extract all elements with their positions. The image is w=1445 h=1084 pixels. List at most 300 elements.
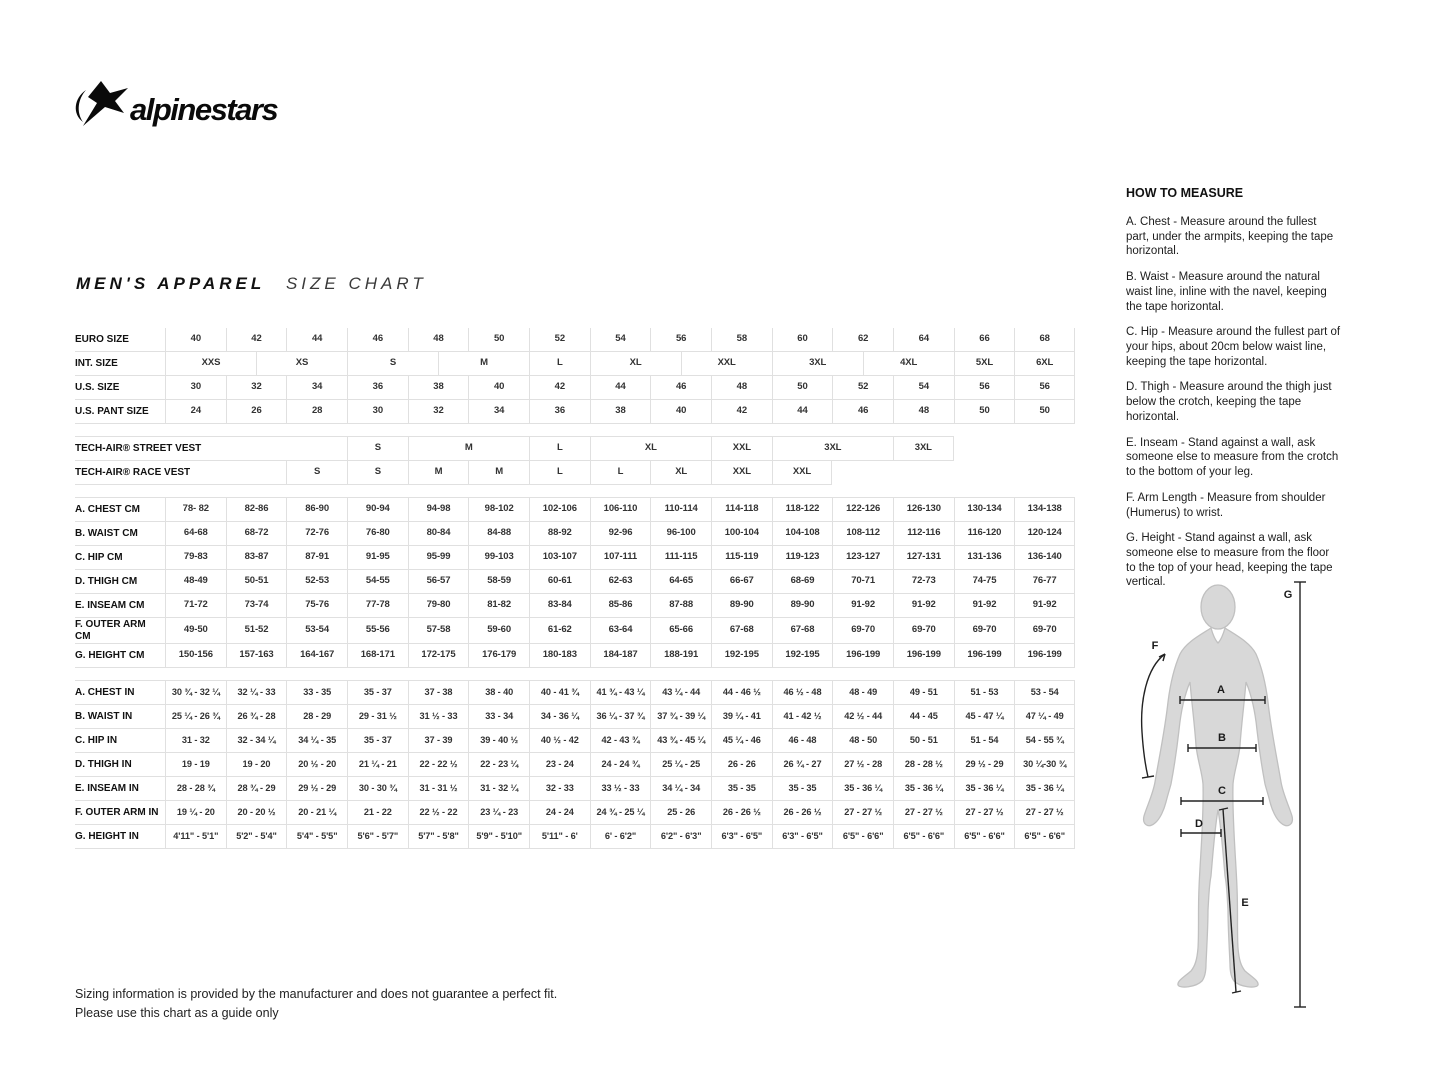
- table-cell: 48-49: [165, 570, 226, 594]
- table-cell: 42 ½ - 44: [832, 705, 893, 729]
- table-cell: 127-131: [893, 546, 954, 570]
- table-section-in: [75, 680, 1075, 849]
- table-cell: 80-84: [408, 522, 469, 546]
- table-cell: 87-88: [650, 594, 711, 618]
- table-row: [75, 376, 1075, 400]
- table-cell: 40: [650, 400, 711, 424]
- table-cell: 32: [408, 400, 469, 424]
- table-cell: 196-199: [954, 644, 1015, 668]
- body-silhouette-figure: [1128, 570, 1380, 1030]
- table-cell: 150-156: [165, 644, 226, 668]
- row-label: C. HIP CM: [75, 546, 165, 570]
- table-cell: 33 - 34: [468, 705, 529, 729]
- table-cell: 85-86: [590, 594, 651, 618]
- table-cell: 119-123: [772, 546, 833, 570]
- table-cell: 81-82: [468, 594, 529, 618]
- table-cell: 19 - 19: [165, 753, 226, 777]
- table-cell: 30 ¼-30 ¾: [1014, 753, 1075, 777]
- table-cell: 90-94: [347, 498, 408, 522]
- table-cell: 35 - 35: [772, 777, 833, 801]
- astar-icon: [83, 81, 128, 126]
- table-cell: 100-104: [711, 522, 772, 546]
- table-cell: 50: [1014, 400, 1075, 424]
- table-cell: 35 - 37: [347, 681, 408, 705]
- row-label: E. INSEAM CM: [75, 594, 165, 618]
- table-cell: 24 ¾ - 25 ¼: [590, 801, 651, 825]
- table-row: [75, 618, 1075, 644]
- table-cell: 68-69: [772, 570, 833, 594]
- table-cell: 6'3" - 6'5": [711, 825, 772, 849]
- table-cell: 74-75: [954, 570, 1015, 594]
- table-cell: 67-68: [711, 618, 772, 644]
- table-cell: 23 - 24: [529, 753, 590, 777]
- table-cell: 49 - 51: [893, 681, 954, 705]
- astar-swoosh: [76, 90, 86, 122]
- table-cell: 78- 82: [165, 498, 226, 522]
- page-title-light: SIZE CHART: [285, 274, 427, 293]
- measure-instruction: F. Arm Length - Measure from shoulder (Humerus) to wrist.: [1126, 491, 1326, 519]
- table-cell: 32: [226, 376, 287, 400]
- table-cell: 29 - 31 ½: [347, 705, 408, 729]
- table-cell: 20 - 20 ½: [226, 801, 287, 825]
- table-cell: M: [438, 352, 529, 376]
- table-cell: 44 - 46 ½: [711, 681, 772, 705]
- table-cell: 5'9" - 5'10": [468, 825, 529, 849]
- table-row: [75, 594, 1075, 618]
- table-cell: 48: [893, 400, 954, 424]
- row-label: E. INSEAM IN: [75, 777, 165, 801]
- table-cell: 46 - 48: [772, 729, 833, 753]
- table-cell: [165, 436, 347, 461]
- table-cell: 26 - 26 ½: [711, 801, 772, 825]
- table-cell: 27 - 27 ½: [893, 801, 954, 825]
- table-cell: 55-56: [347, 618, 408, 644]
- table-cell: 39 ¼ - 41: [711, 705, 772, 729]
- table-row: [75, 644, 1075, 668]
- size-table: [75, 328, 1075, 861]
- table-cell: L: [529, 436, 590, 461]
- row-label: C. HIP IN: [75, 729, 165, 753]
- table-cell: 5'6" - 5'7": [347, 825, 408, 849]
- table-cell: XXL: [772, 461, 833, 485]
- table-cell: 6'5" - 6'6": [1014, 825, 1075, 849]
- table-row: [75, 681, 1075, 705]
- table-cell: 33 - 35: [286, 681, 347, 705]
- table-cell: 56-57: [408, 570, 469, 594]
- table-cell: 40 ½ - 42: [529, 729, 590, 753]
- table-cell: 34 ¼ - 34: [650, 777, 711, 801]
- table-cell: 53 - 54: [1014, 681, 1075, 705]
- table-cell: 30 ¾ - 32 ¼: [165, 681, 226, 705]
- row-label: U.S. SIZE: [75, 376, 165, 400]
- table-row: [75, 570, 1075, 594]
- table-cell: 50: [954, 400, 1015, 424]
- table-cell: 27 ½ - 28: [832, 753, 893, 777]
- table-cell: 38: [408, 376, 469, 400]
- table-cell: 46: [650, 376, 711, 400]
- measure-instruction: D. Thigh - Measure around the thigh just below the crotch, keeping the tape horizontal.: [1126, 381, 1332, 423]
- table-cell: 47 ¼ - 49: [1014, 705, 1075, 729]
- table-cell: 40: [468, 376, 529, 400]
- table-cell: 21 - 22: [347, 801, 408, 825]
- table-cell: 58-59: [468, 570, 529, 594]
- table-cell: 71-72: [165, 594, 226, 618]
- table-cell: S: [286, 461, 347, 485]
- table-cell: 31 ½ - 33: [408, 705, 469, 729]
- table-cell: 5'7" - 5'8": [408, 825, 469, 849]
- page-title-bold: MEN'S APPAREL: [76, 274, 266, 293]
- table-cell: 98-102: [468, 498, 529, 522]
- table-cell: 30: [165, 376, 226, 400]
- table-cell: 83-84: [529, 594, 590, 618]
- table-cell: 91-92: [893, 594, 954, 618]
- table-cell: XXL: [711, 461, 772, 485]
- table-cell: 35 - 36 ¼: [1014, 777, 1075, 801]
- table-cell: 5'11" - 6': [529, 825, 590, 849]
- measurement-diagram: [1128, 570, 1380, 1035]
- row-label: TECH-AIR® STREET VEST: [75, 436, 165, 461]
- table-cell: 66-67: [711, 570, 772, 594]
- table-cell: 26 - 26: [711, 753, 772, 777]
- table-cell: 75-76: [286, 594, 347, 618]
- table-cell: 44 - 45: [893, 705, 954, 729]
- height-line: [1294, 582, 1306, 1007]
- table-cell: M: [468, 461, 529, 485]
- row-label: A. CHEST IN: [75, 681, 165, 705]
- table-cell: 4XL: [863, 352, 954, 376]
- table-cell: XL: [650, 461, 711, 485]
- table-cell: 31 - 32: [165, 729, 226, 753]
- table-cell: 168-171: [347, 644, 408, 668]
- table-cell: XXS: [165, 352, 256, 376]
- table-cell: 44: [286, 328, 347, 352]
- table-cell: 24 - 24: [529, 801, 590, 825]
- table-cell: 164-167: [286, 644, 347, 668]
- table-cell: 54: [893, 376, 954, 400]
- table-cell: 58: [711, 328, 772, 352]
- table-cell: 122-126: [832, 498, 893, 522]
- table-cell: 72-76: [286, 522, 347, 546]
- table-cell: 79-80: [408, 594, 469, 618]
- table-cell: 64-68: [165, 522, 226, 546]
- row-label: U.S. PANT SIZE: [75, 400, 165, 424]
- table-cell: 114-118: [711, 498, 772, 522]
- table-cell: 56: [954, 376, 1015, 400]
- table-cell: 76-77: [1014, 570, 1075, 594]
- label-D: D: [1195, 818, 1203, 830]
- label-F: F: [1151, 640, 1159, 652]
- table-cell: 136-140: [1014, 546, 1075, 570]
- table-cell: 88-92: [529, 522, 590, 546]
- table-cell: 115-119: [711, 546, 772, 570]
- table-cell: 66: [954, 328, 1015, 352]
- row-label: F. OUTER ARM CM: [75, 618, 165, 644]
- table-cell: 28 - 28 ¾: [165, 777, 226, 801]
- label-C: C: [1218, 785, 1226, 797]
- table-cell: 53-54: [286, 618, 347, 644]
- table-cell: 123-127: [832, 546, 893, 570]
- table-cell: 106-110: [590, 498, 651, 522]
- table-cell: 50-51: [226, 570, 287, 594]
- table-cell: 94-98: [408, 498, 469, 522]
- table-cell: 26 ¾ - 27: [772, 753, 833, 777]
- table-cell: 96-100: [650, 522, 711, 546]
- table-cell: 21 ¼ - 21: [347, 753, 408, 777]
- page-title: [76, 274, 427, 294]
- table-cell: 134-138: [1014, 498, 1075, 522]
- table-cell: 34: [286, 376, 347, 400]
- disclaimer: [75, 985, 557, 1024]
- table-cell: 126-130: [893, 498, 954, 522]
- table-cell: 49-50: [165, 618, 226, 644]
- table-cell: 54-55: [347, 570, 408, 594]
- table-cell: 48 - 50: [832, 729, 893, 753]
- table-cell: 24 - 24 ¾: [590, 753, 651, 777]
- table-cell: 46: [832, 400, 893, 424]
- table-cell: 116-120: [954, 522, 1015, 546]
- table-cell: 64-65: [650, 570, 711, 594]
- row-label: TECH-AIR® RACE VEST: [75, 461, 165, 485]
- alpinestars-logo-graphic: [70, 78, 325, 138]
- table-cell: 51 - 54: [954, 729, 1015, 753]
- table-cell: 42 - 43 ¾: [590, 729, 651, 753]
- table-cell: 45 - 47 ¼: [954, 705, 1015, 729]
- table-cell: 19 ¼ - 20: [165, 801, 226, 825]
- table-cell: 32 ¼ - 33: [226, 681, 287, 705]
- table-row: [75, 352, 1075, 376]
- table-cell: 60-61: [529, 570, 590, 594]
- table-cell: 62-63: [590, 570, 651, 594]
- table-cell: 91-92: [832, 594, 893, 618]
- table-cell: 73-74: [226, 594, 287, 618]
- table-cell: 84-88: [468, 522, 529, 546]
- table-cell: 103-107: [529, 546, 590, 570]
- table-cell: 157-163: [226, 644, 287, 668]
- row-label: EURO SIZE: [75, 328, 165, 352]
- table-cell: 20 ½ - 20: [286, 753, 347, 777]
- table-cell: 3XL: [772, 352, 863, 376]
- table-cell: 27 - 27 ½: [1014, 801, 1075, 825]
- table-cell: 27 - 27 ½: [954, 801, 1015, 825]
- table-cell: 5XL: [954, 352, 1015, 376]
- table-section-sizes: [75, 328, 1075, 424]
- table-cell: 65-66: [650, 618, 711, 644]
- table-cell: 6'5" - 6'6": [893, 825, 954, 849]
- table-cell: 32 - 34 ¼: [226, 729, 287, 753]
- table-cell: 5'4" - 5'5": [286, 825, 347, 849]
- table-cell: 25 ¼ - 26 ¾: [165, 705, 226, 729]
- table-cell: 131-136: [954, 546, 1015, 570]
- table-cell: 37 - 39: [408, 729, 469, 753]
- table-cell: 77-78: [347, 594, 408, 618]
- table-cell: S: [347, 461, 408, 485]
- table-cell: 118-122: [772, 498, 833, 522]
- table-cell: 60: [772, 328, 833, 352]
- table-cell: 110-114: [650, 498, 711, 522]
- table-cell: 44: [772, 400, 833, 424]
- table-cell: 188-191: [650, 644, 711, 668]
- table-cell: 91-92: [954, 594, 1015, 618]
- table-cell: 26 - 26 ½: [772, 801, 833, 825]
- table-cell: 6'5" - 6'6": [832, 825, 893, 849]
- table-row: [75, 546, 1075, 570]
- table-cell: 28 - 29: [286, 705, 347, 729]
- table-cell: 108-112: [832, 522, 893, 546]
- table-cell: 87-91: [286, 546, 347, 570]
- table-cell: [954, 436, 1075, 461]
- table-cell: 176-179: [468, 644, 529, 668]
- table-cell: 72-73: [893, 570, 954, 594]
- table-cell: 28: [286, 400, 347, 424]
- table-cell: 63-64: [590, 618, 651, 644]
- table-row: [75, 753, 1075, 777]
- how-to-measure-panel: [1126, 186, 1342, 601]
- label-E: E: [1241, 897, 1249, 909]
- table-cell: 41 - 42 ½: [772, 705, 833, 729]
- table-cell: M: [408, 436, 529, 461]
- table-cell: 172-175: [408, 644, 469, 668]
- table-cell: 59-60: [468, 618, 529, 644]
- table-cell: XXL: [681, 352, 772, 376]
- table-cell: 44: [590, 376, 651, 400]
- table-cell: 56: [650, 328, 711, 352]
- row-label: A. CHEST CM: [75, 498, 165, 522]
- table-cell: 30: [347, 400, 408, 424]
- table-cell: 20 - 21 ¼: [286, 801, 347, 825]
- table-cell: M: [408, 461, 469, 485]
- table-cell: 22 ½ - 22: [408, 801, 469, 825]
- table-cell: 6'5" - 6'6": [954, 825, 1015, 849]
- table-row: [75, 436, 1075, 461]
- table-cell: 69-70: [832, 618, 893, 644]
- table-cell: 62: [832, 328, 893, 352]
- row-label: INT. SIZE: [75, 352, 165, 376]
- table-cell: 31 - 31 ½: [408, 777, 469, 801]
- table-cell: 22 - 22 ½: [408, 753, 469, 777]
- table-cell: 46: [347, 328, 408, 352]
- table-cell: 4'11" - 5'1": [165, 825, 226, 849]
- table-cell: 34 - 36 ¼: [529, 705, 590, 729]
- table-cell: 30 - 30 ¾: [347, 777, 408, 801]
- table-cell: 33 ½ - 33: [590, 777, 651, 801]
- table-cell: 54 - 55 ¾: [1014, 729, 1075, 753]
- table-cell: [832, 461, 1075, 485]
- table-row: [75, 522, 1075, 546]
- logo-wordmark: alpinestars: [130, 92, 278, 127]
- table-cell: L: [529, 352, 590, 376]
- table-row: [75, 729, 1075, 753]
- table-cell: 130-134: [954, 498, 1015, 522]
- table-cell: 120-124: [1014, 522, 1075, 546]
- table-cell: 36: [347, 376, 408, 400]
- measure-instruction: E. Inseam - Stand against a wall, ask someone else to measure from the crotch to the bottom of your leg.: [1126, 436, 1339, 479]
- table-cell: 89-90: [772, 594, 833, 618]
- table-cell: 52: [529, 328, 590, 352]
- table-cell: 196-199: [893, 644, 954, 668]
- table-cell: 57-58: [408, 618, 469, 644]
- row-label: B. WAIST CM: [75, 522, 165, 546]
- table-cell: 69-70: [893, 618, 954, 644]
- table-cell: L: [590, 461, 651, 485]
- table-cell: 28 - 28 ½: [893, 753, 954, 777]
- row-label: F. OUTER ARM IN: [75, 801, 165, 825]
- table-cell: 50: [772, 376, 833, 400]
- table-cell: 42: [226, 328, 287, 352]
- measure-instruction: G. Height - Stand against a wall, ask someone else to measure from the floor to the top of your head, keeping the tape vertical.: [1126, 532, 1333, 589]
- row-label: G. HEIGHT IN: [75, 825, 165, 849]
- table-cell: 25 - 26: [650, 801, 711, 825]
- table-cell: 86-90: [286, 498, 347, 522]
- table-cell: 35 - 36 ¼: [893, 777, 954, 801]
- table-cell: 28 ¾ - 29: [226, 777, 287, 801]
- table-cell: 50: [468, 328, 529, 352]
- table-cell: 40 - 41 ¾: [529, 681, 590, 705]
- label-B: B: [1218, 732, 1226, 744]
- table-cell: 41 ¾ - 43 ¼: [590, 681, 651, 705]
- table-cell: 104-108: [772, 522, 833, 546]
- table-cell: 46 ½ - 48: [772, 681, 833, 705]
- table-cell: 32 - 33: [529, 777, 590, 801]
- table-cell: 24: [165, 400, 226, 424]
- table-cell: 38 - 40: [468, 681, 529, 705]
- table-cell: 29 ½ - 29: [954, 753, 1015, 777]
- table-cell: 34 ¼ - 35: [286, 729, 347, 753]
- table-cell: 51-52: [226, 618, 287, 644]
- table-cell: 64: [893, 328, 954, 352]
- table-cell: 31 - 32 ¼: [468, 777, 529, 801]
- table-cell: 51 - 53: [954, 681, 1015, 705]
- table-cell: 180-183: [529, 644, 590, 668]
- table-cell: 112-116: [893, 522, 954, 546]
- table-cell: 102-106: [529, 498, 590, 522]
- table-cell: 91-92: [1014, 594, 1075, 618]
- table-cell: 35 - 36 ¼: [832, 777, 893, 801]
- table-row: [75, 400, 1075, 424]
- table-cell: 5'2" - 5'4": [226, 825, 287, 849]
- table-cell: XXL: [711, 436, 772, 461]
- table-cell: 3XL: [893, 436, 954, 461]
- table-cell: 38: [590, 400, 651, 424]
- table-cell: 91-95: [347, 546, 408, 570]
- table-cell: 37 - 38: [408, 681, 469, 705]
- table-cell: 29 ½ - 29: [286, 777, 347, 801]
- table-cell: 89-90: [711, 594, 772, 618]
- table-cell: 37 ¾ - 39 ¼: [650, 705, 711, 729]
- table-cell: 61-62: [529, 618, 590, 644]
- table-row: [75, 498, 1075, 522]
- table-cell: 39 - 40 ½: [468, 729, 529, 753]
- table-row: [75, 328, 1075, 352]
- table-cell: 196-199: [832, 644, 893, 668]
- measure-instruction: B. Waist - Measure around the natural waist line, inline with the navel, keeping the tape horizontal.: [1126, 271, 1327, 313]
- table-cell: 25 ¼ - 25: [650, 753, 711, 777]
- table-cell: 42: [529, 376, 590, 400]
- how-to-measure-items: [1126, 215, 1342, 590]
- table-cell: 48 - 49: [832, 681, 893, 705]
- table-cell: 50 - 51: [893, 729, 954, 753]
- alpinestars-logo: [70, 78, 325, 143]
- table-cell: 6XL: [1014, 352, 1075, 376]
- table-cell: 26: [226, 400, 287, 424]
- table-cell: 6' - 6'2": [590, 825, 651, 849]
- table-row: [75, 801, 1075, 825]
- table-cell: 70-71: [832, 570, 893, 594]
- table-cell: 35 - 37: [347, 729, 408, 753]
- table-cell: 26 ¾ - 28: [226, 705, 287, 729]
- table-cell: 22 - 23 ¼: [468, 753, 529, 777]
- table-cell: 95-99: [408, 546, 469, 570]
- table-cell: 52-53: [286, 570, 347, 594]
